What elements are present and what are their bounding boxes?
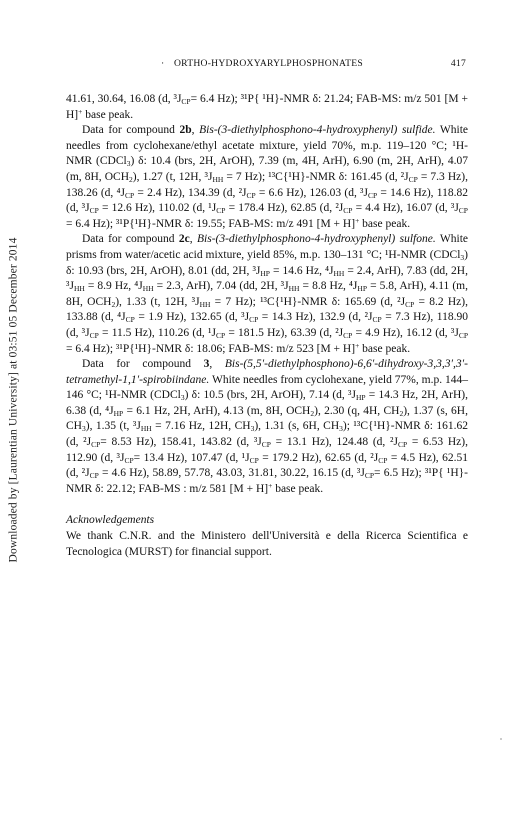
body-text [66,92,468,560]
paragraph-1: 41.61, 30.64, 16.08 (d, $^3J_{CP}= 6.4$ Hz); ³¹P{ ¹H}-NMR δ: 21.24; FAB-MS: m/z 501 [M + H]+ base peak. [66,93,468,121]
acknowledgements-heading: Acknowledgements [66,514,155,527]
paragraph-compound-2c: Data for compound 2c, Bis-(3-diethylphosphono-4-hydroxyphenyl) sulfone. White prisms from water/acetic acid mixture, yield 85%, m.p. 130–131 °C; ¹H-NMR (CDCl$_3$) δ: 10.93 (brs, 2H, ArOH), 8.01 (dd, 2H, $^3J_{HP} = 14.6$ Hz, $^4J_{HH} = 2.4$, ArH), 7.83 (dd, 2H, $^3J_{HH} = 8.9$ Hz, $^4J_{HH} = 2.3$, ArH), 7.04 (dd, 2H, $^3J_{HH} = 8.8$ Hz, $^4J_{HP} = 5.8$, ArH), 4.11 (m, 8H, $OCH_2$), 1.33 (t, 12H, $^3J_{HH} = 7$ Hz); ¹³C{¹H}-NMR δ: 165.69 (d, $^2J_{CP} = 8.2$ Hz), 133.88 (d, $^4J_{CP} = 1.9$ Hz), 132.65 (d, $^3J_{CP} = 14.3$ Hz), 132.9 (d, $^2J_{CP} = 7.3$ Hz), 118.90 (d, $^3J_{CP} = 11.5$ Hz), 110.26 (d, $^1J_{CP} = 181.5$ Hz), 63.39 (d, $^2J_{CP} = 4.9$ Hz), 16.12 (d, $^3J_{CP} = 6.4$ Hz); ³¹P{¹H}-NMR δ: 18.06; FAB-MS: m/z 523 [M + H]+ base peak. [66,233,468,355]
download-watermark [2,190,24,610]
paragraph-compound-3: Data for compound 3, Bis-(5,5′-diethylphosphono)-6,6′-dihydroxy-3,3,3′,3′-tetramethyl-1,1′-spirobiindane. White needles from cyclohexane, yield 77%, m.p. 144–146 °C; ¹H-NMR (CDCl$_3$) δ: 10.5 (brs, 2H, ArOH), 7.14 (d, $^3J_{HP} = 14.3$ Hz, 2H, ArH), 6.38 (d, $^4J_{HP} = 6.1$ Hz, 2H, ArH), 4.13 (m, 8H, $OCH_2$), 2.30 (q, 4H, $CH_2$), 1.37 (s, 6H, $CH_3$), 1.35 (t, $^3J_{HH} = 7.16$ Hz, 12H, $CH_3$), 1.31 (s, 6H, $CH_3$); ¹³C{¹H}-NMR δ: 161.62 (d, $^2J_{CP}= 8.53$ Hz), 158.41, 143.82 (d, $^3J_{CP} = 13.1$ Hz), 124.48 (d, $^2J_{CP} = 6.53$ Hz), 112.90 (d, $^3J_{CP}= 13.4$ Hz), 107.47 (d, $^1J_{CP} = 179.2$ Hz), 62.65 (d, $^2J_{CP} = 4.5$ Hz), 62.51 (d, $^2J_{CP} = 4.6$ Hz), 58.89, 57.78, 43.03, 31.81, 30.22, 16.15 (d, $^3J_{CP}= 6.5$ Hz); ³¹P{ ¹H}-NMR δ: 22.12; FAB-MS : m/z 581 [M + H]+ base peak. [66,358,469,495]
section-spacer [66,497,468,513]
page-number: 417 [450,58,466,69]
running-title: ORTHO-HYDROXYARYLPHOSPHONATES [174,58,363,69]
page-speck [500,738,502,740]
paragraph-compound-2b: Data for compound 2b, Bis-(3-diethylphosphono-4-hydroxyphenyl) sulfide. White needles from cyclohexane/ethyl acetate mixture, yield 70%, m.p. 119–120 °C; ¹H-NMR (CDCl$_3$) δ: 10.4 (brs, 2H, ArOH), 7.39 (m, 4H, ArH), 6.90 (m, 2H, ArH), 4.07 (m, 8H, $OCH_2$), 1.27 (t, 12H, $^3J_{HH} = 7$ Hz); ¹³C{¹H}-NMR δ: 161.45 (d, $^2J_{CP} = 7.3$ Hz), 138.26 (d, $^4J_{CP} = 2.4$ Hz), 134.39 (d, $^2J_{CP} = 6.6$ Hz), 126.03 (d, $^3J_{CP} = 14.6$ Hz), 118.82 (d, $^3J_{CP} = 12.6$ Hz), 110.02 (d, $^1J_{CP} = 178.4$ Hz), 62.85 (d, $^2J_{CP} = 4.4$ Hz), 16.07 (d, $^3J_{CP} = 6.4$ Hz); ³¹P{¹H}-NMR δ: 19.55; FAB-MS: m/z 491 [M + H]+ base peak. [66,124,468,230]
acknowledgements-text: We thank C.N.R. and the Ministero dell'Università e della Ricerca Scientifica e Tecnologica (MURST) for financial support. [66,530,468,558]
download-watermark-text: Downloaded by [Laurentian University] at 03:51 05 December 2014 [7,237,20,563]
header-bullet: · [161,58,165,69]
page-header [62,58,466,72]
